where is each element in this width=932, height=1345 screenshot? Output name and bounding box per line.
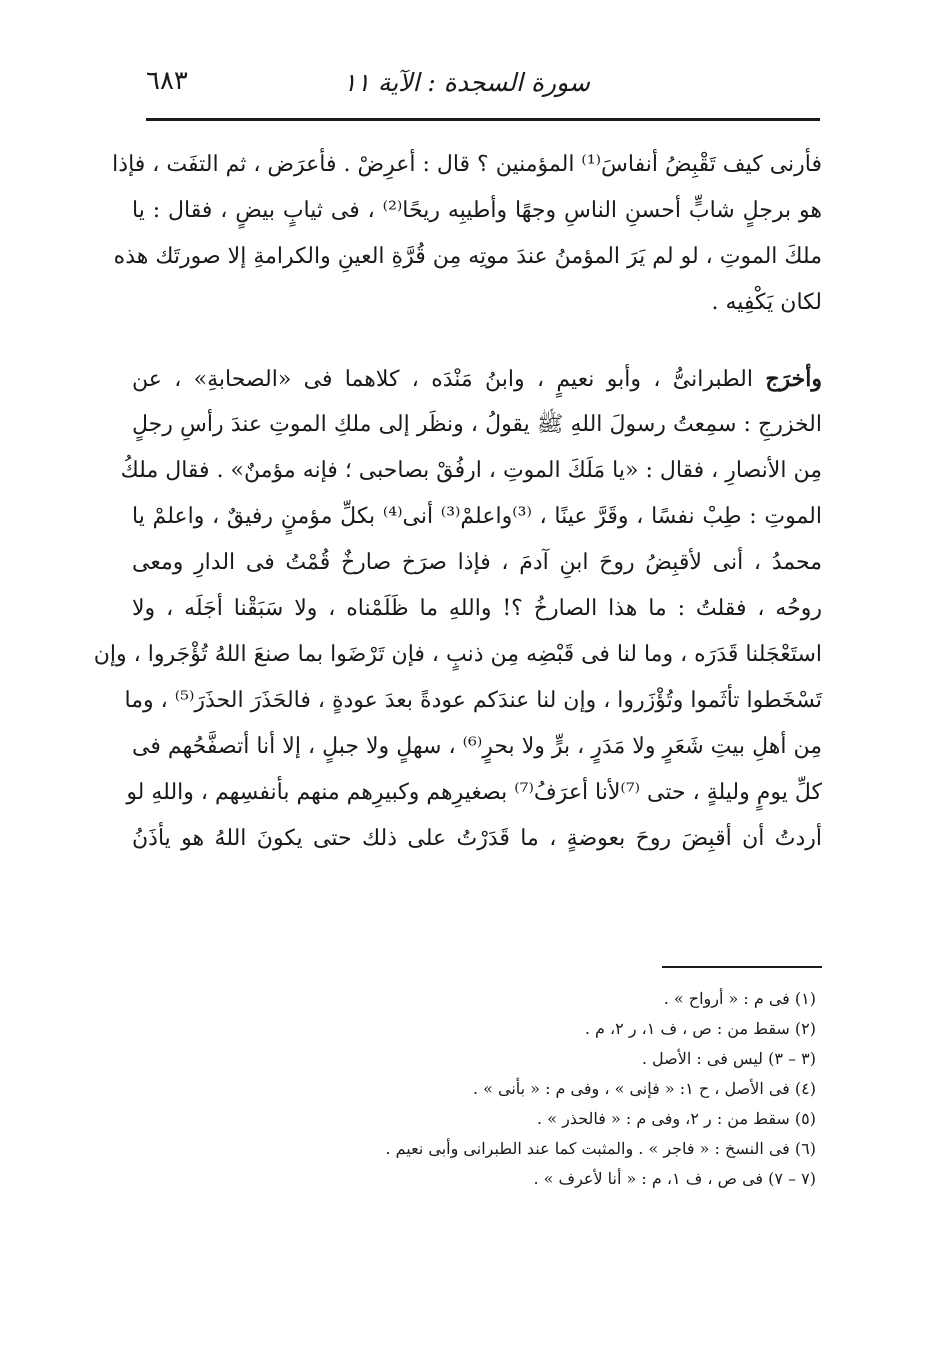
paragraph-gap	[132, 326, 822, 356]
text-line-rest: الطبرانىُّ ، وأبو نعيمٍ ، وابنُ مَنْدَه ، كلاهما فى «الصحابةِ» ، عن	[132, 367, 766, 392]
running-title: سورة السجدة : الآية ١١	[343, 68, 590, 97]
footnote: (٥) سقط من : ر ٢، وفى م : « فالحذر » .	[537, 1109, 816, 1128]
footnotes	[300, 984, 816, 1194]
text-line: كلِّ يومٍ وليلةٍ ، حتى ⁽⁷⁾لأنا أعرَفُ⁽⁷⁾ بصغيرِهم وكبيرِهم منهم بأنفسِهم ، واللهِ لو	[126, 780, 822, 805]
text-line: استَعْجَلنا قَدَرَه ، وما لنا فى قَبْضِه مِن ذنبٍ ، فإن تَرْضَوا بما صنعَ اللهُ تُؤْجَروا ، وإن	[93, 642, 822, 667]
text-line: لكان يَكْفِيه .	[711, 290, 822, 315]
text-line: الخزرجِ : سمِعتُ رسولَ اللهِ ﷺ يقولُ ، ونظَر إلى ملكِ الموتِ عندَ رأسِ رجلٍ	[132, 412, 822, 437]
text-line: فأرنى كيف تَقْبِضُ أنفاسَ⁽¹⁾ المؤمنين ؟ قال : أعرِضْ . فأعرَض ، ثم التفَت ، فإذا	[112, 152, 822, 177]
footnote: (١) فى م : « أرواح » .	[663, 989, 816, 1008]
text-line: هو برجلٍ شابٍّ أحسنِ الناسِ وجهًا وأطيبِه ريحًا⁽²⁾ ، فى ثيابٍ بيضٍ ، فقال : يا	[132, 198, 823, 223]
text-line: مِن أهلِ بيتِ شَعَرٍ ولا مَدَرٍ ، برٍّ ولا بحرٍ⁽⁶⁾ ، سهلٍ ولا جبلٍ ، إلا أنا أتصفَّحُهم فى	[132, 734, 822, 759]
footnote: (٢) سقط من : ص ، ف ١، ر ٢، م .	[584, 1019, 816, 1038]
footnote: (٣ – ٣) ليس فى : الأصل .	[641, 1049, 816, 1068]
main-text	[93, 142, 823, 862]
text-line: محمدُ ، أنى لأقبِضُ روحَ ابنِ آدمَ ، فإذا صرَخ صارخٌ قُمْتُ فى الدارِ ومعى	[132, 550, 822, 575]
footnote-rule	[662, 966, 822, 968]
text-line: الموتِ : طِبْ نفسًا ، وقَرَّ عينًا ، ⁽³⁾واعلمْ⁽³⁾ أنى⁽⁴⁾ بكلِّ مؤمنٍ رفيقٌ ، واعلمْ يا	[132, 504, 822, 529]
text-line: تَسْخَطوا تأثَموا وتُؤْزَروا ، وإن لنا عندَكم عودةً بعدَ عودةٍ ، فالحَذَرَ الحذَرَ⁽⁵⁾ ، وما	[124, 688, 822, 713]
text-line	[132, 356, 822, 402]
running-head	[146, 62, 820, 102]
text-line: ملكَ الموتِ ، لو لم يَرَ المؤمنُ عندَ موتِه مِن قُرَّةِ العينِ والكرامةِ إلا صورتَك هذه	[113, 244, 822, 269]
text-line: مِن الأنصارِ ، فقال : «يا مَلَكَ الموتِ ، ارفُقْ بصاحبى ؛ فإنه مؤمنٌ» . فقال ملكُ	[120, 458, 822, 483]
header-rule	[146, 118, 820, 121]
page-number: ٦٨٣	[146, 66, 188, 96]
footnote: (٦) فى النسخ : « فاجر » . والمثبت كما عند الطبرانى وأبى نعيم .	[385, 1139, 816, 1158]
paragraph-lead-word: وأخرَج	[765, 366, 822, 392]
text-line: روحُه ، فقلتُ : ما هذا الصارخُ ؟! واللهِ ما ظَلَمْناه ، ولا سَبَقْنا أجَلَه ، ولا	[132, 596, 822, 621]
footnote: (٤) فى الأصل ، ح ١: « فإنى » ، وفى م : « بأنى » .	[472, 1079, 816, 1098]
text-line: أردتُ أن أقبِضَ روحَ بعوضةٍ ، ما قَدَرْتُ على ذلك حتى يكونَ اللهُ هو يأذَنُ	[132, 826, 822, 851]
footnote: (٧ – ٧) فى ص ، ف ١، م : « أنا لأعرف » .	[533, 1169, 816, 1188]
